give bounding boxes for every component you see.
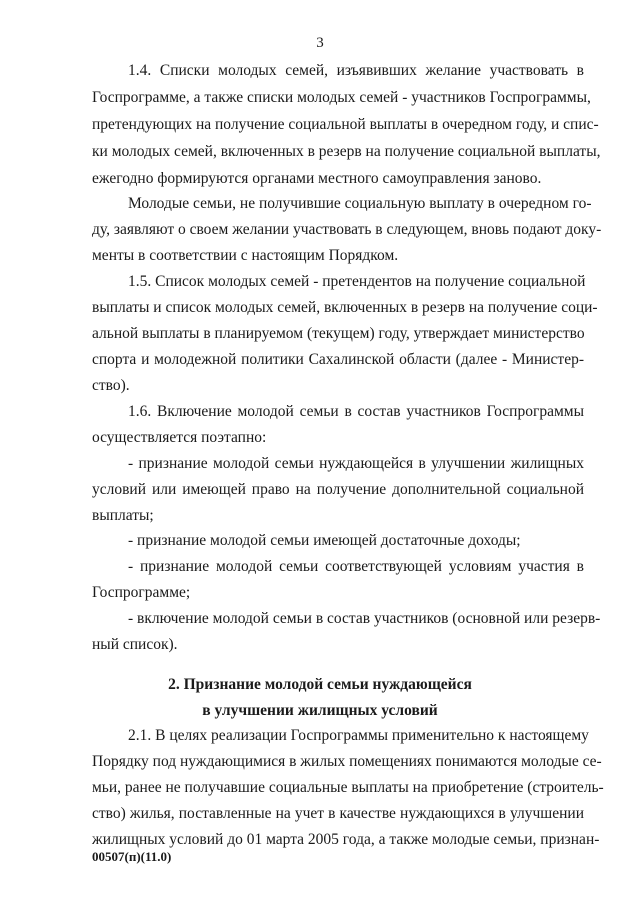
- paragraph-line: претендующих на получение социальной выплаты в очередном году, и спис-: [92, 116, 599, 133]
- paragraph-line: ный список).: [92, 636, 178, 653]
- document-code: 00507(п)(11.0): [92, 849, 172, 864]
- paragraph-line: ство).: [92, 377, 130, 394]
- paragraph-line: условий или имеющей право на получение дополнительной социальной: [92, 481, 584, 498]
- paragraph-line: - включение молодой семьи в состав участников (основной или резерв-: [128, 610, 601, 627]
- paragraph-line: ки молодых семей, включенных в резерв на получение социальной выплаты,: [92, 143, 601, 160]
- paragraph-line: ду, заявляют о своем желании участвовать в следующем, вновь подают доку-: [92, 221, 602, 238]
- paragraph-line: выплаты;: [92, 507, 154, 524]
- paragraph-line: Порядку под нуждающимися в жилых помещениях понимаются молодые се-: [92, 753, 602, 770]
- paragraph-line: выплаты и список молодых семей, включенных в резерв на получение соци-: [92, 299, 598, 316]
- paragraph-line: Госпрограмме, а также списки молодых семей - участников Госпрограммы,: [92, 89, 591, 106]
- paragraph-line: ство) жилья, поставленные на учет в качестве нуждающихся в улучшении: [92, 805, 584, 822]
- paragraph-line: - признание молодой семьи соответствующей условиям участия в: [128, 558, 584, 575]
- section-heading: в улучшении жилищных условий: [202, 702, 438, 719]
- paragraph-line: ежегодно формируются органами местного самоуправления заново.: [92, 170, 542, 187]
- paragraph-line: спорта и молодежной политики Сахалинской области (далее - Министер-: [92, 351, 584, 368]
- paragraph-line: 1.5. Список молодых семей - претендентов на получение социальной: [128, 273, 586, 290]
- paragraph-line: жилищных условий до 01 марта 2005 года, а также молодые семьи, признан-: [92, 831, 600, 848]
- page-number: 3: [316, 35, 324, 51]
- paragraph-line: альной выплаты в планируемом (текущем) году, утверждает министерство: [92, 325, 585, 342]
- section-heading: 2. Признание молодой семьи нуждающейся: [168, 676, 472, 693]
- paragraph-line: 1.4. Списки молодых семей, изъявивших желание участвовать в: [128, 62, 584, 79]
- paragraph-line: - признание молодой семьи имеющей достаточные доходы;: [128, 532, 521, 549]
- paragraph-line: - признание молодой семьи нуждающейся в улучшении жилищных: [128, 455, 584, 472]
- paragraph-line: менты в соответствии с настоящим Порядком.: [92, 247, 399, 264]
- paragraph-line: Молодые семьи, не получившие социальную выплату в очередном го-: [128, 195, 592, 212]
- paragraph-line: Госпрограмме;: [92, 584, 191, 601]
- paragraph-line: осуществляется поэтапно:: [92, 429, 267, 446]
- paragraph-line: мьи, ранее не получавшие социальные выплаты на приобретение (строитель-: [92, 779, 604, 796]
- paragraph-line: 1.6. Включение молодой семьи в состав участников Госпрограммы: [128, 403, 584, 420]
- paragraph-line: 2.1. В целях реализации Госпрограммы применительно к настоящему: [128, 727, 589, 744]
